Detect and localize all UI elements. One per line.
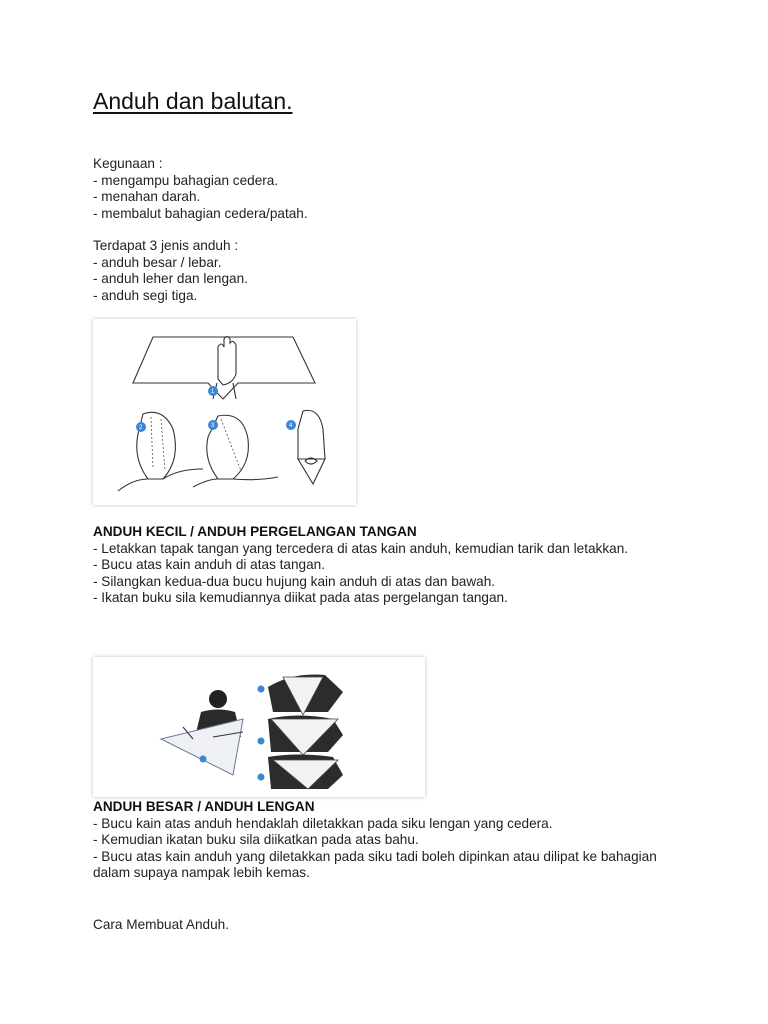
anduh-kecil-section bbox=[93, 524, 663, 607]
step-number: 3 bbox=[211, 423, 215, 429]
cloth-tail-sketch bbox=[118, 469, 203, 491]
head-sketch bbox=[209, 690, 227, 708]
list-item: - anduh besar / lebar. bbox=[93, 254, 222, 270]
list-item: - Bucu atas kain anduh di atas tangan. bbox=[93, 557, 326, 572]
list-item: - Silangkan kedua-dua bucu hujung kain anduh di atas dan bawah. bbox=[93, 573, 496, 589]
wrapped-hand-sketch bbox=[298, 410, 325, 459]
list-item: - membalut bahagian cedera/patah. bbox=[93, 205, 308, 221]
page-title: Anduh dan balutan. bbox=[93, 88, 293, 114]
list-item: - anduh segi tiga. bbox=[93, 287, 198, 303]
anduh-kecil-heading: ANDUH KECIL / ANDUH PERGELANGAN TANGAN bbox=[93, 524, 417, 539]
list-item: - Ikatan buku sila kemudiannya diikat pada atas pergelangan tangan. bbox=[93, 590, 508, 605]
figure-anduh-besar-illustration bbox=[93, 657, 425, 797]
anduh-kecil-sketch bbox=[93, 319, 356, 505]
cloth-tail-sketch bbox=[193, 477, 278, 487]
list-item: - mengampu bahagian cedera. bbox=[93, 172, 279, 188]
step-number: 4 bbox=[289, 423, 293, 429]
step-number: 2 bbox=[139, 425, 143, 431]
jenis-section bbox=[93, 238, 248, 304]
figure-anduh-kecil-illustration bbox=[93, 319, 356, 505]
cara-membuat-text: Cara Membuat Anduh. bbox=[93, 917, 230, 932]
fold-lines bbox=[151, 417, 165, 471]
list-item: - Letakkan tapak tangan yang tercedera di atas kain anduh, kemudian tarik dan letakkan. bbox=[93, 540, 629, 556]
anduh-besar-heading: ANDUH BESAR / ANDUH LENGAN bbox=[93, 799, 315, 814]
step-number: 1 bbox=[211, 389, 215, 395]
list-item: - menahan darah. bbox=[93, 189, 201, 204]
kegunaan-section bbox=[93, 156, 308, 222]
hand-sketch bbox=[218, 337, 236, 386]
step-marker bbox=[258, 774, 265, 781]
list-item: - Bucu kain atas anduh hendaklah diletakkan pada siku lengan yang cedera. bbox=[93, 815, 553, 831]
sling-step-middle bbox=[258, 716, 344, 756]
knot-sketch bbox=[298, 459, 325, 484]
step-marker bbox=[200, 756, 207, 763]
anduh-besar-sketch bbox=[93, 657, 425, 797]
step-marker bbox=[258, 738, 265, 745]
list-item: - Kemudian ikatan buku sila diikatkan pada atas bahu. bbox=[93, 832, 419, 847]
sling-step-top bbox=[258, 675, 344, 716]
step-marker bbox=[258, 686, 265, 693]
fold-lines bbox=[221, 419, 241, 471]
jenis-heading: Terdapat 3 jenis anduh : bbox=[93, 238, 239, 253]
list-item: - Bucu atas kain anduh yang diletakkan pada siku tadi boleh dipinkan atau dilipat ke bahagian dalam supaya nampak lebih kemas. bbox=[93, 848, 657, 880]
sling-step-bottom bbox=[258, 755, 344, 790]
list-item: - anduh leher dan lengan. bbox=[93, 271, 248, 286]
anduh-besar-section bbox=[93, 799, 673, 882]
kegunaan-heading: Kegunaan : bbox=[93, 156, 163, 171]
